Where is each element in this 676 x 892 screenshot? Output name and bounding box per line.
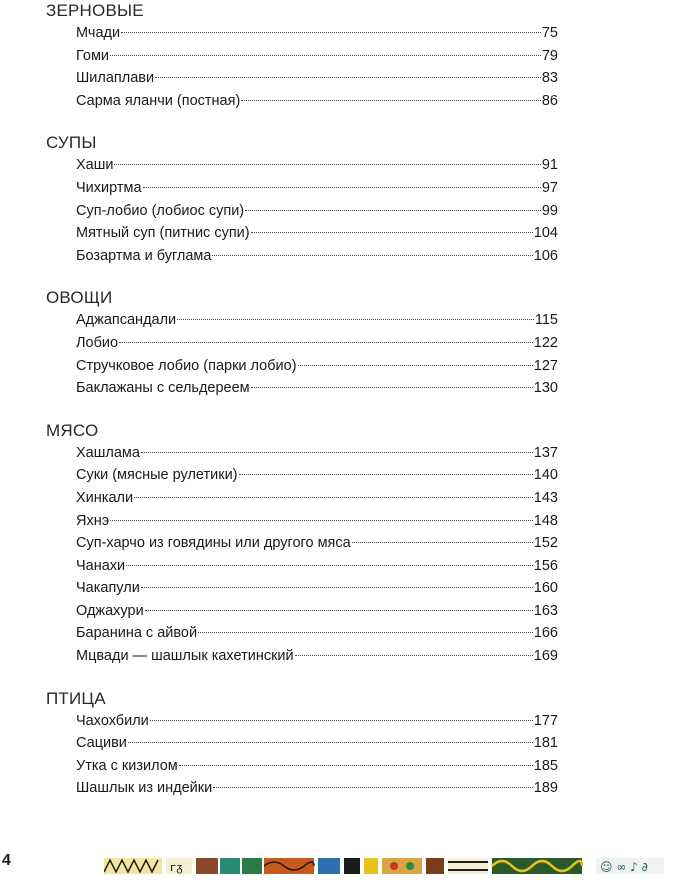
page-ref: 177	[533, 712, 558, 729]
page-ref: 143	[533, 489, 558, 506]
ornament-tiles	[104, 858, 664, 874]
toc-entry[interactable]: Чакапули 160	[76, 577, 558, 600]
toc-entry[interactable]: Мцвади — шашлык кахетинский 169	[76, 645, 558, 668]
section-title: СУПЫ	[46, 133, 97, 153]
section-title: ОВОЩИ	[46, 288, 113, 308]
toc-entry[interactable]: Хинкали 143	[76, 487, 558, 510]
page-ref: 127	[533, 357, 558, 374]
toc-entry[interactable]: Чахохбили 177	[76, 710, 558, 733]
page-ref: 160	[533, 580, 558, 597]
toc-entry[interactable]: Чанахи 156	[76, 555, 558, 578]
decorative-ornament-strip	[104, 856, 664, 876]
page-ref: 181	[533, 735, 558, 752]
page-ref: 86	[541, 92, 558, 109]
toc-entry[interactable]: Суп-лобио (лобиос супи) 99	[76, 200, 558, 223]
page-ref: 130	[533, 380, 558, 397]
page-ref: 115	[534, 312, 558, 329]
toc-entry[interactable]: Шилаплави 83	[76, 67, 558, 90]
page-ref: 75	[541, 25, 558, 41]
toc-entry[interactable]: Мятный суп (питнис супи) 104	[76, 222, 558, 245]
toc-entry[interactable]: Аджапсандали 115	[76, 309, 558, 332]
toc-entry[interactable]: Оджахури 163	[76, 600, 558, 623]
page-ref: 166	[533, 625, 558, 642]
toc-section-grains	[46, 0, 558, 112]
toc-entry[interactable]: Лобио 122	[76, 332, 558, 355]
toc-entry[interactable]: Яхнэ 148	[76, 510, 558, 533]
toc-entry[interactable]: Чихиртма 97	[76, 177, 558, 200]
toc-section-poultry	[46, 688, 558, 800]
page-ref: 83	[541, 70, 558, 87]
toc-section-meat	[46, 420, 558, 668]
toc-entry[interactable]: Бозартма и буглама 106	[76, 245, 558, 268]
page-ref: 148	[533, 512, 558, 529]
toc-entry[interactable]: Шашлык из индейки 189	[76, 777, 558, 800]
page-ref: 104	[533, 225, 558, 242]
page-ref: 140	[533, 467, 558, 484]
page-ref: 185	[533, 757, 558, 774]
page-ref: 91	[541, 157, 558, 174]
page-ref: 163	[533, 602, 558, 619]
section-title: ЗЕРНОВЫЕ	[46, 1, 144, 20]
page-ref: 156	[533, 557, 558, 574]
toc-section-soups	[46, 132, 558, 267]
toc-entry[interactable]: Хаши 91	[76, 154, 558, 177]
toc-entry[interactable]: Сациви 181	[76, 732, 558, 755]
toc-entry[interactable]: Стручковое лобио (парки лобио) 127	[76, 355, 558, 378]
toc-entry[interactable]: Суп-харчо из говядины или другого мяса 152	[76, 532, 558, 555]
page-number: 4	[2, 852, 11, 869]
svg-text:ᴦᵹ: ᴦᵹ	[170, 861, 183, 874]
toc-entry[interactable]: Гоми 79	[76, 45, 558, 68]
toc-entry[interactable]: Баклажаны с сельдереем 130	[76, 377, 558, 400]
toc-section-vegetables	[46, 287, 558, 399]
table-of-contents	[46, 0, 558, 800]
page-ref: 137	[533, 444, 558, 461]
toc-entry[interactable]: Баранина с айвой 166	[76, 622, 558, 645]
toc-entry[interactable]: Мчади 75	[76, 22, 558, 45]
svg-text:☺ ∞ ♪ ∂: ☺ ∞ ♪ ∂	[600, 860, 648, 874]
toc-entry[interactable]: Хашлама 137	[76, 442, 558, 465]
toc-entry[interactable]: Сарма яланчи (постная) 86	[76, 90, 558, 113]
page-ref: 169	[533, 648, 558, 665]
toc-entry[interactable]: Суки (мясные рулетики) 140	[76, 464, 558, 487]
page-ref: 152	[533, 535, 558, 552]
page-ref: 99	[541, 202, 558, 219]
section-title: МЯСО	[46, 420, 99, 440]
page-ref: 189	[533, 780, 558, 797]
page-ref: 106	[533, 247, 558, 264]
page-ref: 122	[533, 334, 558, 351]
page-ref: 97	[541, 179, 558, 196]
toc-entry[interactable]: Утка с кизилом 185	[76, 755, 558, 778]
section-title: ПТИЦА	[46, 688, 106, 708]
page-ref: 79	[541, 47, 558, 64]
